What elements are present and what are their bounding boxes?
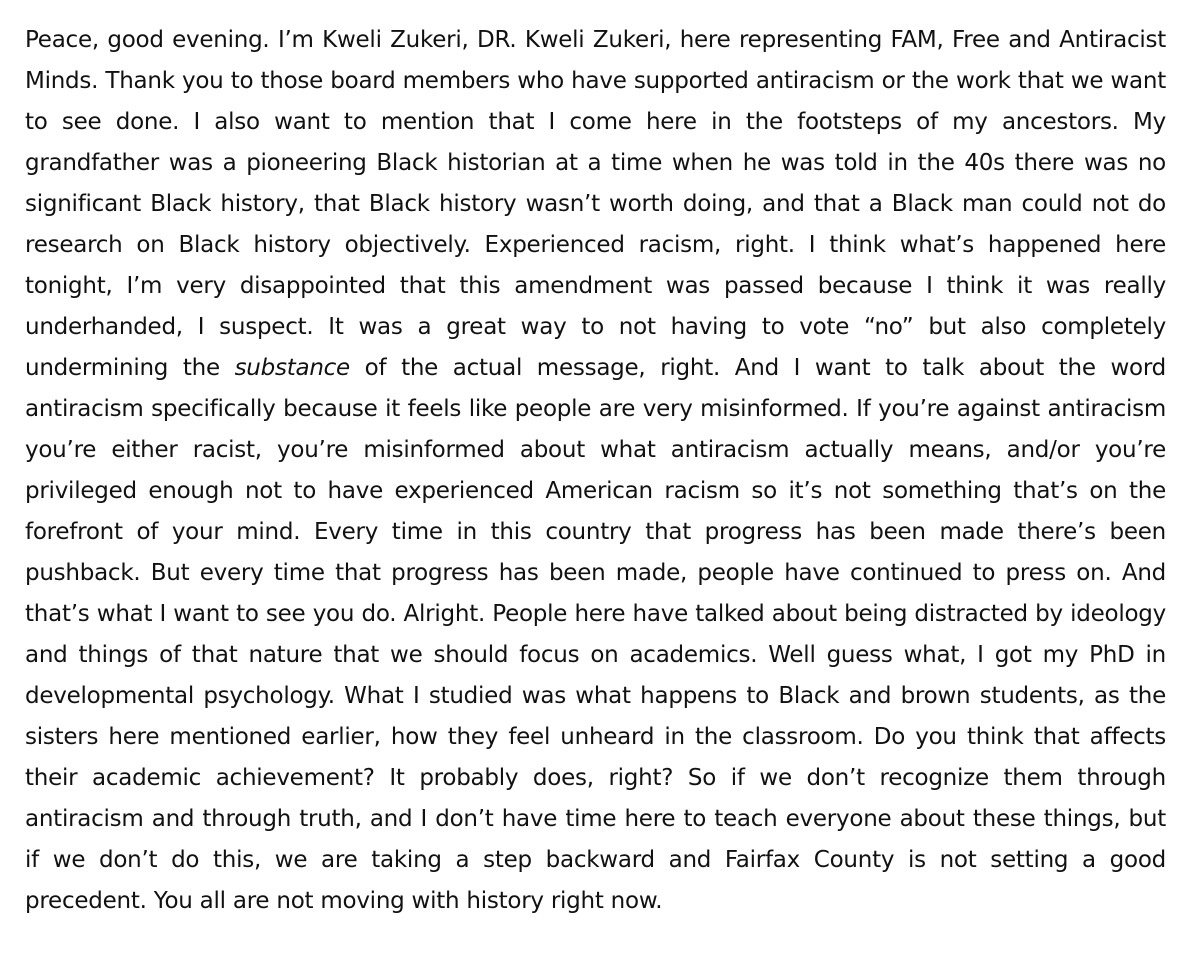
paragraph-text-part-2: of the actual message, right. And I want to talk about the word antiracism specifically because it feels like people are very misinformed. If you’re against antiracism you’re either racist, you’re misinformed about what antiracism actually means, and/or you’re privileged enough not to have experienced American racism so it’s not something that’s on the forefront of your mind. Every time in this country that progress has been made there’s been pushback. But every time that progress has been made, people have continued to press on. And that’s what I want to see you do. Alright. People here have talked about being distracted by ideology and things of that nature that we should focus on academics. Well guess what, I got my PhD in developmental psychology. What I studied was what happens to Black and brown students, as the sisters here mentioned earlier, how they feel unheard in the classroom. Do you think that affects their academic achievement? It probably does, right? So if we don’t recognize them through antiracism and through truth, and I don’t have time here to teach everyone about these things, but if we don’t do this, we are taking a step backward and Fairfax County is not setting a good precedent. You all are not moving with history right now. bbox=[25, 355, 1166, 914]
emphasized-word: substance bbox=[234, 355, 350, 381]
transcript-paragraph bbox=[25, 20, 1166, 922]
paragraph-text-part-1: Peace, good evening. I’m Kweli Zukeri, DR. Kweli Zukeri, here representing FAM, Free and Antiracist Minds. Thank you to those board members who have supported antiracism or the work that we want to see done. I also want to mention that I come here in the footsteps of my ancestors. My grandfather was a pioneering Black historian at a time when he was told in the 40s there was no significant Black history, that Black history wasn’t worth doing, and that a Black man could not do research on Black history objectively. Experienced racism, right. I think what’s happened here tonight, I’m very disappointed that this amendment was passed because I think it was really underhanded, I suspect. It was a great way to not having to vote “no” but also completely undermining the bbox=[25, 27, 1166, 381]
